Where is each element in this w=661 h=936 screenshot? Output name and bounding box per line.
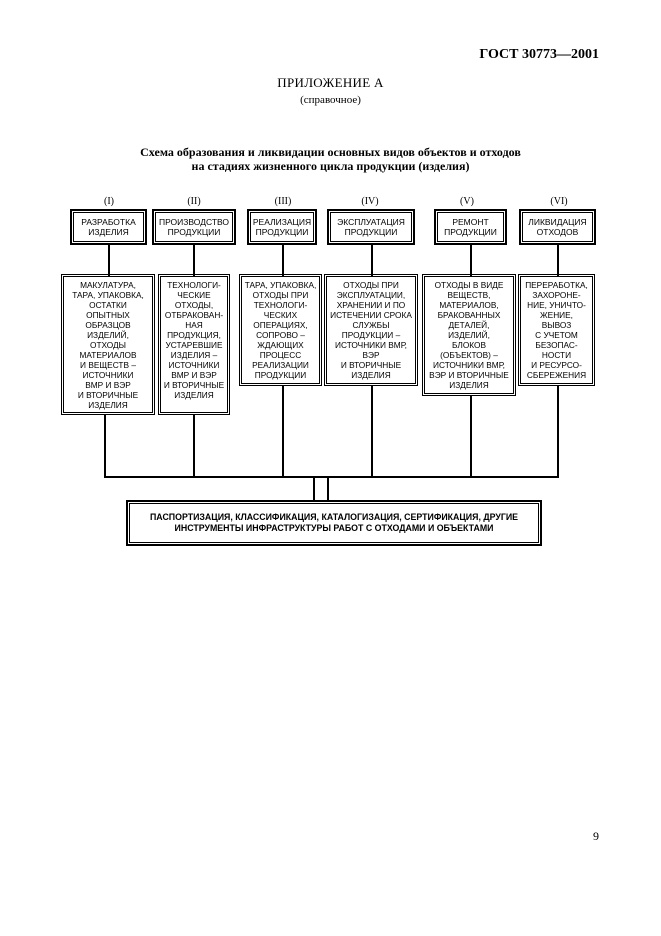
waste-line: ВМР И ВЭР — [85, 380, 131, 390]
appendix-subtitle: (справочное) — [300, 94, 361, 106]
waste-line: МАТЕРИАЛОВ, — [439, 300, 499, 310]
waste-line: ОТХОДЫ ПРИ — [252, 290, 309, 300]
waste-line: И ВТОРИЧНЫЕ — [340, 360, 402, 370]
waste-line: ВЭР — [362, 350, 380, 360]
connector-line — [470, 396, 472, 477]
waste-box-sales — [241, 276, 320, 384]
connector-line — [327, 476, 329, 500]
stage-label: РЕАЛИЗАЦИЯ — [252, 217, 312, 227]
connector-line — [193, 415, 195, 477]
waste-line: ИСТОЧНИКИ — [82, 370, 134, 380]
waste-line: ЧЕСКИЕ — [177, 290, 211, 300]
infrastructure-line: ПАСПОРТИЗАЦИЯ, КЛАССИФИКАЦИЯ, КАТАЛОГИЗАЦИЯ, СЕРТИФИКАЦИЯ, ДРУГИЕ — [149, 512, 519, 522]
waste-line: БРАКОВАННЫХ — [437, 310, 501, 320]
waste-line: ИЗДЕЛИЙ, — [87, 330, 129, 340]
waste-line: ИСТОЧНИКИ ВМР, — [335, 340, 407, 350]
waste-line: НОСТИ — [541, 350, 572, 360]
waste-line: ПЕРЕРАБОТКА, — [525, 280, 588, 290]
stage-label: ОТХОДОВ — [536, 227, 579, 237]
waste-line: ОТХОДЫ ПРИ — [343, 280, 399, 290]
stage-label: ИЗДЕЛИЯ — [88, 227, 129, 237]
waste-line: ДЕТАЛЕЙ, — [448, 320, 490, 330]
waste-box-repair — [424, 276, 514, 394]
waste-line: ВМР И ВЭР — [171, 370, 217, 380]
stage-label: ПРОИЗВОДСТВО — [158, 217, 230, 227]
infrastructure-line: ИНСТРУМЕНТЫ ИНФРАСТРУКТУРЫ РАБОТ С ОТХОДАМИ И ОБЪЕКТАМИ — [174, 523, 494, 533]
page-number: 9 — [593, 829, 599, 843]
waste-line: ОТХОДЫ, — [174, 300, 214, 310]
stage-label: ПРОДУКЦИИ — [344, 227, 398, 237]
waste-line: ОСТАТКИ — [89, 300, 127, 310]
stage-number: (I) — [104, 196, 114, 207]
scheme-title-line: на стадиях жизненного цикла продукции (изделия) — [191, 159, 470, 173]
waste-line: (ОБЪЕКТОВ) – — [440, 350, 498, 360]
stage-number: (III) — [274, 196, 292, 207]
waste-line: И РЕСУРСО- — [531, 360, 582, 370]
stage-label: ПРОДУКЦИИ — [444, 227, 497, 237]
stage-label: ПРОДУКЦИИ — [167, 227, 221, 237]
connector-line — [104, 415, 106, 477]
connector-line — [557, 245, 559, 276]
waste-line: ПРОЦЕСС — [259, 350, 302, 360]
connector-line — [371, 386, 373, 477]
waste-line: МАТЕРИАЛОВ — [79, 350, 137, 360]
waste-line: ИЗДЕЛИЯ — [351, 370, 391, 380]
waste-line: И ВЕЩЕСТВ – — [80, 360, 136, 370]
stage-box-development — [73, 212, 144, 242]
connector-line — [313, 476, 315, 500]
connector-line — [557, 386, 559, 477]
waste-line: ИЗДЕЛИЯ — [174, 390, 214, 400]
waste-line: ЧЕСКИХ — [263, 310, 298, 320]
waste-line: ОТХОДЫ В ВИДЕ — [434, 280, 504, 290]
appendix-title: ПРИЛОЖЕНИЕ А — [277, 75, 384, 90]
standard-designation: ГОСТ 30773—2001 — [479, 47, 599, 62]
waste-line: СОПРОВО – — [256, 330, 305, 340]
stage-box-production — [155, 212, 233, 242]
stage-box-repair — [437, 212, 504, 242]
waste-line: ИЗДЕЛИЯ — [449, 380, 489, 390]
waste-line: НИЕ, УНИЧТО- — [527, 300, 586, 310]
waste-line: ВЭР И ВТОРИЧНЫЕ — [429, 370, 509, 380]
stage-box-sales — [250, 212, 314, 242]
waste-box-production — [160, 276, 228, 413]
connector-line — [108, 245, 110, 276]
collector-bus-line — [104, 476, 559, 478]
stage-number: (V) — [460, 196, 474, 207]
stage-box-liquidation — [522, 212, 593, 242]
scheme-title — [0, 145, 661, 173]
stage-label: ПРОДУКЦИИ — [255, 227, 309, 237]
scheme-title-line: Схема образования и ликвидации основных видов объектов и отходов — [140, 145, 521, 159]
waste-line: ТЕХНОЛОГИ- — [167, 280, 221, 290]
waste-box-development — [63, 276, 153, 413]
waste-line: БЕЗОПАС- — [535, 340, 578, 350]
waste-line: С УЧЕТОМ — [535, 330, 578, 340]
stage-label: РАЗРАБОТКА — [81, 217, 136, 227]
stage-box-operation — [330, 212, 412, 242]
waste-line: МАКУЛАТУРА, — [80, 280, 136, 290]
stage-number: (IV) — [361, 196, 379, 207]
waste-line: ПРОДУКЦИИ — [254, 370, 307, 380]
waste-line: ОПЫТНЫХ — [86, 310, 130, 320]
waste-line: ЖДАЮЩИХ — [257, 340, 304, 350]
waste-line: НАЯ — [185, 320, 203, 330]
waste-line: ОПЕРАЦИЯХ, — [253, 320, 308, 330]
waste-line: ИСТЕЧЕНИИ СРОКА — [330, 310, 412, 320]
stage-number: (II) — [187, 196, 201, 207]
waste-line: ИСТОЧНИКИ ВМР, — [433, 360, 505, 370]
waste-line: СБЕРЕЖЕНИЯ — [526, 370, 587, 380]
waste-line: ИЗДЕЛИЯ – — [170, 350, 218, 360]
waste-line: СЛУЖБЫ — [352, 320, 390, 330]
waste-line: РЕАЛИЗАЦИИ — [252, 360, 309, 370]
waste-line: ОТБРАКОВАН- — [164, 310, 224, 320]
stage-label: ЭКСПЛУАТАЦИЯ — [337, 217, 405, 227]
waste-line: ВЫВОЗ — [541, 320, 572, 330]
waste-line: УСТАРЕВШИЕ — [165, 340, 223, 350]
connector-line — [193, 245, 195, 276]
waste-box-liquidation — [520, 276, 593, 384]
waste-line: ПРОДУКЦИИ – — [341, 330, 401, 340]
stage-number: (VI) — [550, 196, 568, 207]
waste-line: ОБРАЗЦОВ — [85, 320, 131, 330]
infrastructure-box — [129, 503, 539, 543]
waste-line: ИЗДЕЛИЙ, — [448, 330, 490, 340]
waste-line: ЭКСПЛУАТАЦИИ, — [336, 290, 406, 300]
waste-line: ТЕХНОЛОГИ- — [253, 300, 308, 310]
stage-label: ЛИКВИДАЦИЯ — [528, 217, 587, 227]
waste-line: И ВТОРИЧНЫЕ — [163, 380, 225, 390]
waste-line: ТАРА, УПАКОВКА, — [72, 290, 144, 300]
connector-line — [470, 245, 472, 276]
waste-line: ХРАНЕНИИ И ПО — [336, 300, 406, 310]
waste-line: ВЕЩЕСТВ, — [447, 290, 491, 300]
waste-line: ИСТОЧНИКИ — [168, 360, 220, 370]
waste-box-operation — [326, 276, 416, 384]
connector-line — [282, 245, 284, 276]
waste-line: ОТХОДЫ — [89, 340, 126, 350]
waste-line: И ВТОРИЧНЫЕ — [77, 390, 139, 400]
connector-line — [371, 245, 373, 276]
connector-line — [282, 386, 284, 477]
waste-line: ЖЕНИЕ, — [540, 310, 573, 320]
waste-line: ТАРА, УПАКОВКА, — [244, 280, 317, 290]
waste-line: ЗАХОРОНЕ- — [532, 290, 581, 300]
waste-line: БЛОКОВ — [451, 340, 487, 350]
stage-label: РЕМОНТ — [452, 217, 489, 227]
waste-line: ИЗДЕЛИЯ — [88, 400, 128, 410]
waste-line: ПРОДУКЦИЯ, — [167, 330, 221, 340]
